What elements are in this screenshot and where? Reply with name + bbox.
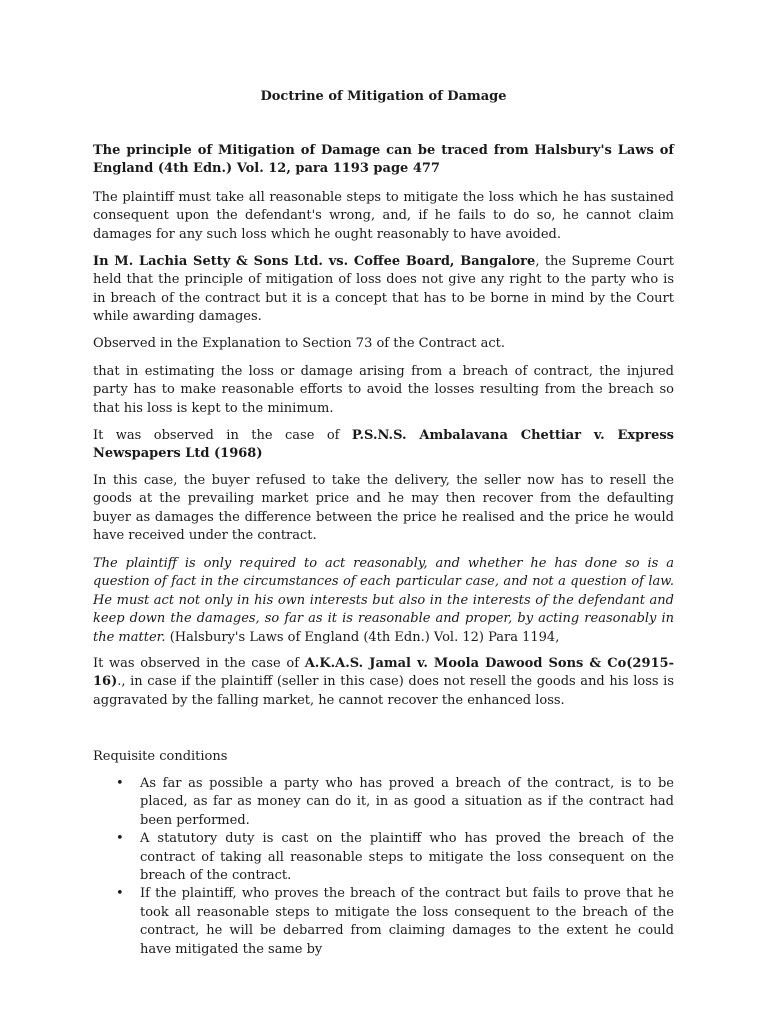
halsbury-reference: (Halsbury's Laws of England (4th Edn.) Vol. 12) Para 1194, — [165, 629, 560, 645]
list-item — [93, 830, 674, 885]
paragraph-jamal-prefix: It was observed in the case of — [93, 656, 305, 671]
requisite-conditions-heading: Requisite conditions — [93, 749, 228, 764]
paragraph-act-reasonably — [93, 555, 674, 647]
bullet-icon: • — [116, 886, 124, 902]
list-item-text: If the plaintiff, who proves the breach of the contract but fails to prove that he took all reasonable steps to mitigate the loss consequent to the breach of the contract, he will be debarred from claiming damages to the extent he could have mitigated the same by — [140, 886, 674, 957]
paragraph-jamal — [93, 655, 674, 710]
paragraph-jamal-text: ., in case if the plaintiff (seller in this case) does not resell the goods and his loss is aggravated by the falling market, he cannot recover the enhanced loss. — [93, 674, 674, 708]
document-title: Doctrine of Mitigation of Damage — [260, 89, 507, 104]
list-item — [93, 775, 674, 830]
paragraph-lachia-setty — [93, 253, 674, 327]
bullet-icon: • — [116, 776, 124, 791]
list-item — [93, 885, 674, 959]
intro-heading: The principle of Mitigation of Damage can be traced from Halsbury's Laws of England (4th Edn.) Vol. 12, para 1193 page 477 — [93, 143, 674, 177]
requisite-conditions-list — [93, 775, 674, 959]
case-name-jamal: A.K.A.S. Jamal v. Moola Dawood Sons & Co(2915-16) — [93, 656, 674, 690]
paragraph-section-73: Observed in the Explanation to Section 73 of the Contract act. — [93, 336, 506, 351]
case-name-lachia-setty: In M. Lachia Setty & Sons Ltd. vs. Coffee Board, Bangalore — [93, 254, 536, 269]
paragraph-lachia-setty-text: , the Supreme Court held that the principle of mitigation of loss does not give any right to the party who is in breach of the contract but it is a concept that has to be borne in mind by the Court while awarding damages. — [93, 254, 674, 325]
paragraph-ambalavana — [93, 427, 674, 464]
paragraph-estimating-loss: that in estimating the loss or damage arising from a breach of contract, the injured party has to make reasonable efforts to avoid the losses resulting from the breach so that his loss is kept to the minimum. — [93, 364, 674, 416]
paragraph-plaintiff-duty: The plaintiff must take all reasonable steps to mitigate the loss which he has sustained consequent upon the defendant's wrong, and, if he fails to do so, he cannot claim damages for any such loss which he ought reasonably to have avoided. — [93, 190, 674, 242]
quote-act-reasonably: The plaintiff is only required to act reasonably, and whether he has done so is a question of fact in the circumstances of each particular case, and not a question of law. He must act not only in his own interests but also in the interests of the defendant and keep down the damages, so far as it is reasonable and proper, by acting reasonably in the matter. — [93, 556, 674, 645]
paragraph-ambalavana-prefix: It was observed in the case of — [93, 428, 352, 443]
list-item-text: As far as possible a party who has proved a breach of the contract, is to be placed, as far as money can do it, in as good a situation as if the contract had been performed. — [140, 776, 674, 828]
bullet-icon: • — [116, 831, 124, 847]
list-item-text: A statutory duty is cast on the plaintiff who has proved the breach of the contract of taking all reasonable steps to mitigate the loss consequent on the breach of the contract. — [140, 831, 674, 884]
case-name-ambalavana: P.S.N.S. Ambalavana Chettiar v. Express Newspapers Ltd (1968) — [93, 428, 674, 462]
paragraph-buyer-refused: In this case, the buyer refused to take the delivery, the seller now has to resell the goods at the prevailing market price and he may then recover from the defaulting buyer as damages the difference between the price he realised and the price he would have received under the contract. — [93, 473, 674, 544]
